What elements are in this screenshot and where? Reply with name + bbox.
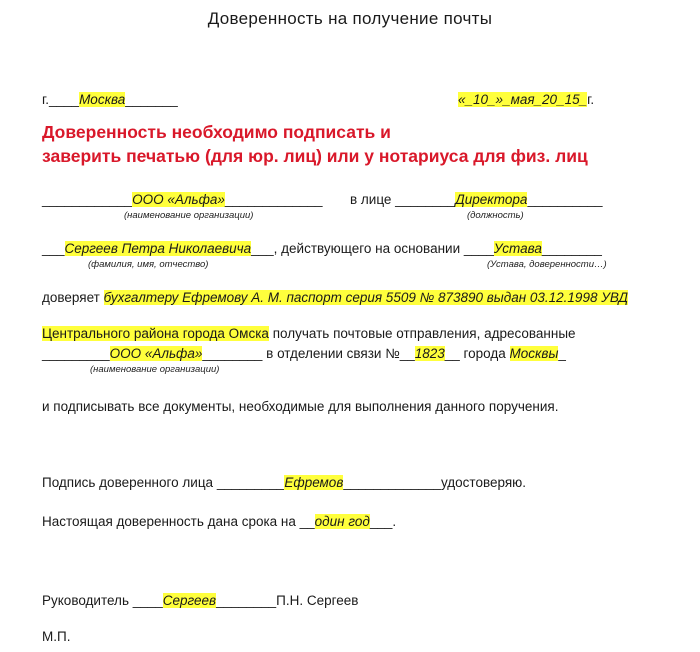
- date-month-year: _мая_20_15_: [503, 92, 588, 107]
- trustee-signature: Ефремов: [284, 475, 344, 490]
- date-day: «_10_»: [458, 92, 504, 107]
- basis-post: ________: [541, 241, 602, 256]
- district-post: получать почтовые отправления, адресованные: [272, 326, 576, 341]
- city-prefix: г.____: [42, 92, 80, 107]
- signature-post: _____________удостоверяю.: [343, 475, 527, 490]
- date-suffix: г.: [587, 92, 595, 107]
- recipient-org: ООО «Альфа»: [109, 346, 203, 361]
- post-office-number: 1823: [414, 346, 445, 361]
- director-post: ________П.Н. Сергеев: [216, 593, 359, 608]
- org-name: ООО «Альфа»: [132, 192, 225, 207]
- signature-pre: Подпись доверенного лица _________: [42, 475, 285, 490]
- trust-line: [42, 289, 628, 307]
- name-pre: ___: [42, 241, 65, 256]
- city-value: Москва: [79, 92, 126, 107]
- district-value: Центрального района города Омска: [42, 326, 269, 341]
- signature-line: [42, 474, 526, 492]
- sign-documents-text: и подписывать все документы, необходимые для выполнения данного поручения.: [42, 399, 559, 414]
- recipient-mid2: __ города: [444, 346, 506, 361]
- date-line: [458, 91, 594, 109]
- director-signature: Сергеев: [162, 593, 217, 608]
- caption-recipient-org: (наименование организации): [90, 364, 220, 375]
- term-post: ___.: [369, 514, 397, 529]
- name-post: ___, действующего на основании ____: [251, 241, 494, 256]
- trustee-details: бухгалтеру Ефремову А. М. паспорт серия 5509 № 873890 выдан 03.12.1998 УВД: [103, 290, 629, 305]
- caption-name: (фамилия, имя, отчество): [88, 259, 209, 270]
- term-value: один год: [314, 514, 370, 529]
- trust-pre: доверяет: [42, 290, 100, 305]
- term-pre: Настоящая доверенность дана срока на __: [42, 514, 315, 529]
- director-pre: Руководитель ____: [42, 593, 163, 608]
- org-line: [42, 191, 323, 209]
- org-pre: ____________: [42, 192, 133, 207]
- position-post: __________: [527, 192, 603, 207]
- recipient-city: Москвы: [509, 346, 559, 361]
- stamp-placeholder: М.П.: [42, 629, 71, 644]
- document-title: Доверенность на получение почты: [207, 9, 493, 28]
- position-value: Директора: [455, 192, 528, 207]
- recipient-end: _: [558, 346, 566, 361]
- recipient-mid: ________ в отделении связи №__: [202, 346, 415, 361]
- recipient-line: [42, 345, 566, 363]
- warning-line-1: Доверенность необходимо подписать и: [42, 122, 391, 142]
- city-line: [42, 91, 178, 109]
- position-pre: в лице ________: [350, 192, 456, 207]
- caption-basis: (Устава, доверенности…): [487, 259, 607, 270]
- org-post: _____________: [224, 192, 323, 207]
- city-suffix: _______: [125, 92, 178, 107]
- caption-position: (должность): [467, 210, 524, 221]
- recipient-pre: _________: [42, 346, 110, 361]
- term-line: [42, 513, 396, 531]
- caption-org: (наименование организации): [124, 210, 254, 221]
- name-line: [42, 240, 602, 258]
- person-name: Сергеев Петра Николаевича: [64, 241, 252, 256]
- warning-line-2: заверить печатью (для юр. лиц) или у нотариуса для физ. лиц: [42, 146, 588, 166]
- basis-value: Устава: [493, 241, 542, 256]
- position-line: [350, 191, 603, 209]
- district-line: [42, 325, 576, 343]
- director-line: [42, 592, 358, 610]
